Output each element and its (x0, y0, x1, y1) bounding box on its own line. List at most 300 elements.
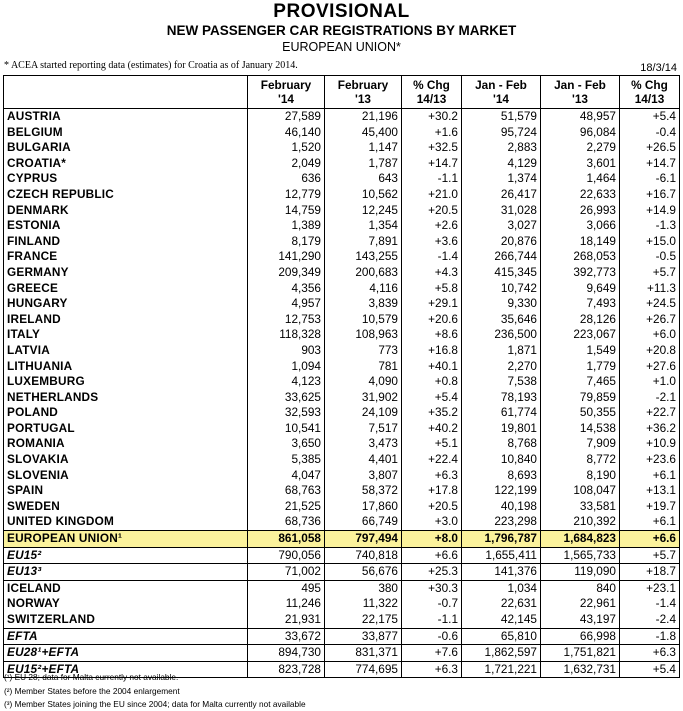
value-cell: -1.4 (402, 249, 462, 265)
country-cell: GERMANY (4, 265, 248, 281)
value-cell: +6.3 (402, 661, 462, 678)
table-header-row (4, 76, 680, 109)
footnote: (²) Member States before the 2004 enlargement (4, 686, 180, 696)
value-cell: +2.6 (402, 218, 462, 234)
value-cell: 108,047 (541, 483, 620, 499)
value-cell: 58,372 (325, 483, 402, 499)
value-cell: 209,349 (248, 265, 325, 281)
table-row (4, 203, 680, 219)
table-row (4, 390, 680, 406)
value-cell: +24.5 (620, 296, 680, 312)
value-cell: 21,196 (325, 109, 402, 125)
country-cell: SPAIN (4, 483, 248, 499)
value-cell: 5,385 (248, 452, 325, 468)
value-cell: 4,129 (462, 156, 541, 172)
value-cell: +8.6 (402, 327, 462, 343)
value-cell: 1,549 (541, 343, 620, 359)
value-cell: 4,401 (325, 452, 402, 468)
value-cell: 903 (248, 343, 325, 359)
table-row (4, 171, 680, 187)
country-cell: NORWAY (4, 596, 248, 612)
value-cell: +6.6 (402, 547, 462, 564)
value-cell: 790,056 (248, 547, 325, 564)
value-cell: +5.1 (402, 436, 462, 452)
value-cell: +29.1 (402, 296, 462, 312)
table-row (4, 547, 680, 564)
value-cell: 1,787 (325, 156, 402, 172)
value-cell: 141,290 (248, 249, 325, 265)
value-cell: 1,565,733 (541, 547, 620, 564)
value-cell: -1.3 (620, 218, 680, 234)
value-cell: 66,998 (541, 628, 620, 645)
country-cell: PORTUGAL (4, 421, 248, 437)
value-cell: 781 (325, 359, 402, 375)
value-cell: +5.7 (620, 265, 680, 281)
value-cell: 1,464 (541, 171, 620, 187)
country-cell: ESTONIA (4, 218, 248, 234)
value-cell: +3.0 (402, 514, 462, 530)
value-cell: 3,601 (541, 156, 620, 172)
value-cell: 3,473 (325, 436, 402, 452)
value-cell: 1,389 (248, 218, 325, 234)
table-row (4, 580, 680, 596)
value-cell: -2.1 (620, 390, 680, 406)
value-cell: 22,175 (325, 612, 402, 628)
value-cell: 27,589 (248, 109, 325, 125)
value-cell: +23.6 (620, 452, 680, 468)
value-cell: -0.7 (402, 596, 462, 612)
value-cell: 11,246 (248, 596, 325, 612)
value-cell: 20,876 (462, 234, 541, 250)
table-row (4, 421, 680, 437)
value-cell: +5.7 (620, 547, 680, 564)
value-cell: +11.3 (620, 281, 680, 297)
value-cell: +15.0 (620, 234, 680, 250)
value-cell: +6.3 (620, 645, 680, 662)
country-cell: BELGIUM (4, 125, 248, 141)
value-cell: 8,772 (541, 452, 620, 468)
table-row (4, 564, 680, 581)
table-row (4, 483, 680, 499)
value-cell: 22,633 (541, 187, 620, 203)
value-cell: 65,810 (462, 628, 541, 645)
value-cell: +5.4 (402, 390, 462, 406)
value-cell: +3.6 (402, 234, 462, 250)
value-cell: 861,058 (248, 531, 325, 548)
value-cell: 33,625 (248, 390, 325, 406)
value-cell: 22,961 (541, 596, 620, 612)
value-cell: 40,198 (462, 499, 541, 515)
value-cell: 9,649 (541, 281, 620, 297)
value-cell: +18.7 (620, 564, 680, 581)
table-row (4, 249, 680, 265)
value-cell: 1,796,787 (462, 531, 541, 548)
table-row (4, 628, 680, 645)
value-cell: +40.2 (402, 421, 462, 437)
table-row (4, 452, 680, 468)
value-cell: 495 (248, 580, 325, 596)
value-cell: 7,465 (541, 374, 620, 390)
value-cell: 50,355 (541, 405, 620, 421)
value-cell: 1,655,411 (462, 547, 541, 564)
value-cell: 643 (325, 171, 402, 187)
country-cell: EFTA (4, 628, 248, 645)
country-cell: IRELAND (4, 312, 248, 328)
value-cell: 12,779 (248, 187, 325, 203)
value-cell: -1.8 (620, 628, 680, 645)
col-header: Jan - Feb '14 (462, 76, 541, 109)
value-cell: +23.1 (620, 580, 680, 596)
value-cell: +8.0 (402, 531, 462, 548)
page-title: PROVISIONAL (273, 1, 410, 22)
value-cell: -1.4 (620, 596, 680, 612)
value-cell: -2.4 (620, 612, 680, 628)
country-cell: ICELAND (4, 580, 248, 596)
value-cell: 894,730 (248, 645, 325, 662)
value-cell: 26,993 (541, 203, 620, 219)
value-cell: 61,774 (462, 405, 541, 421)
value-cell: -0.4 (620, 125, 680, 141)
value-cell: +35.2 (402, 405, 462, 421)
country-cell: EU15²+EFTA (4, 661, 248, 678)
value-cell: 210,392 (541, 514, 620, 530)
country-cell: GREECE (4, 281, 248, 297)
country-cell: POLAND (4, 405, 248, 421)
value-cell: +10.9 (620, 436, 680, 452)
country-cell: HUNGARY (4, 296, 248, 312)
value-cell: +20.8 (620, 343, 680, 359)
table-row (4, 187, 680, 203)
value-cell: 1,632,731 (541, 661, 620, 678)
col-header: February '13 (325, 76, 402, 109)
value-cell: 10,840 (462, 452, 541, 468)
value-cell: 33,877 (325, 628, 402, 645)
value-cell: 1,779 (541, 359, 620, 375)
value-cell: 79,859 (541, 390, 620, 406)
report-date: 18/3/14 (640, 62, 677, 74)
country-cell: FRANCE (4, 249, 248, 265)
value-cell: 1,862,597 (462, 645, 541, 662)
value-cell: 3,807 (325, 468, 402, 484)
value-cell: 46,140 (248, 125, 325, 141)
country-cell: SWITZERLAND (4, 612, 248, 628)
table-row (4, 234, 680, 250)
value-cell: +19.7 (620, 499, 680, 515)
value-cell: +7.6 (402, 645, 462, 662)
value-cell: 95,724 (462, 125, 541, 141)
value-cell: +26.5 (620, 140, 680, 156)
value-cell: +30.2 (402, 109, 462, 125)
value-cell: 8,179 (248, 234, 325, 250)
col-header: Jan - Feb '13 (541, 76, 620, 109)
value-cell: 96,084 (541, 125, 620, 141)
table-row (4, 405, 680, 421)
registrations-table (3, 75, 680, 678)
value-cell: +21.0 (402, 187, 462, 203)
value-cell: +20.6 (402, 312, 462, 328)
table-row (4, 374, 680, 390)
value-cell: 223,067 (541, 327, 620, 343)
table-row (4, 436, 680, 452)
value-cell: 66,749 (325, 514, 402, 530)
value-cell: +20.5 (402, 499, 462, 515)
value-cell: 12,245 (325, 203, 402, 219)
value-cell: 3,027 (462, 218, 541, 234)
value-cell: 1,721,221 (462, 661, 541, 678)
value-cell: 4,090 (325, 374, 402, 390)
value-cell: +25.3 (402, 564, 462, 581)
value-cell: 143,255 (325, 249, 402, 265)
value-cell: 35,646 (462, 312, 541, 328)
value-cell: 1,751,821 (541, 645, 620, 662)
value-cell: 2,883 (462, 140, 541, 156)
value-cell: 45,400 (325, 125, 402, 141)
value-cell: +30.3 (402, 580, 462, 596)
value-cell: +14.9 (620, 203, 680, 219)
value-cell: 2,270 (462, 359, 541, 375)
value-cell: 1,520 (248, 140, 325, 156)
value-cell: 31,902 (325, 390, 402, 406)
value-cell: 4,356 (248, 281, 325, 297)
table-row (4, 265, 680, 281)
country-cell: EU28¹+EFTA (4, 645, 248, 662)
value-cell: +32.5 (402, 140, 462, 156)
value-cell: 26,417 (462, 187, 541, 203)
value-cell: +6.6 (620, 531, 680, 548)
value-cell: 636 (248, 171, 325, 187)
footnote: (³) Member States joining the EU since 2004; data for Malta currently not available (4, 699, 306, 709)
value-cell: 4,116 (325, 281, 402, 297)
country-cell: SLOVENIA (4, 468, 248, 484)
value-cell: 24,109 (325, 405, 402, 421)
value-cell: -1.1 (402, 612, 462, 628)
value-cell: 3,650 (248, 436, 325, 452)
value-cell: 118,328 (248, 327, 325, 343)
value-cell: 823,728 (248, 661, 325, 678)
value-cell: 392,773 (541, 265, 620, 281)
value-cell: 3,066 (541, 218, 620, 234)
country-cell: UNITED KINGDOM (4, 514, 248, 530)
country-cell: CROATIA* (4, 156, 248, 172)
country-header (4, 76, 248, 109)
value-cell: +5.4 (620, 661, 680, 678)
value-cell: -0.5 (620, 249, 680, 265)
value-cell: 108,963 (325, 327, 402, 343)
country-cell: ROMANIA (4, 436, 248, 452)
value-cell: +5.4 (620, 109, 680, 125)
value-cell: 7,538 (462, 374, 541, 390)
table-row (4, 596, 680, 612)
value-cell: 78,193 (462, 390, 541, 406)
table-row (4, 312, 680, 328)
value-cell: 21,525 (248, 499, 325, 515)
table-row (4, 125, 680, 141)
value-cell: +16.8 (402, 343, 462, 359)
value-cell: 48,957 (541, 109, 620, 125)
value-cell: 19,801 (462, 421, 541, 437)
value-cell: 1,147 (325, 140, 402, 156)
value-cell: 2,279 (541, 140, 620, 156)
col-header: February '14 (248, 76, 325, 109)
value-cell: 773 (325, 343, 402, 359)
value-cell: +6.0 (620, 327, 680, 343)
table-row (4, 327, 680, 343)
value-cell: 7,891 (325, 234, 402, 250)
value-cell: +27.6 (620, 359, 680, 375)
value-cell: +4.3 (402, 265, 462, 281)
country-cell: EU13³ (4, 564, 248, 581)
value-cell: 3,839 (325, 296, 402, 312)
croatia-note: * ACEA started reporting data (estimates) for Croatia as of January 2014. (4, 60, 298, 71)
value-cell: 11,322 (325, 596, 402, 612)
value-cell: 51,579 (462, 109, 541, 125)
value-cell: 31,028 (462, 203, 541, 219)
country-cell: LATVIA (4, 343, 248, 359)
value-cell: 43,197 (541, 612, 620, 628)
value-cell: +5.8 (402, 281, 462, 297)
table-row (4, 156, 680, 172)
value-cell: 42,145 (462, 612, 541, 628)
value-cell: 7,517 (325, 421, 402, 437)
value-cell: 797,494 (325, 531, 402, 548)
value-cell: 68,763 (248, 483, 325, 499)
value-cell: +16.7 (620, 187, 680, 203)
value-cell: 18,149 (541, 234, 620, 250)
country-cell: DENMARK (4, 203, 248, 219)
table-row (4, 296, 680, 312)
value-cell: +13.1 (620, 483, 680, 499)
value-cell: +22.7 (620, 405, 680, 421)
value-cell: 831,371 (325, 645, 402, 662)
col-header: % Chg 14/13 (620, 76, 680, 109)
value-cell: 33,581 (541, 499, 620, 515)
value-cell: 56,676 (325, 564, 402, 581)
country-cell: CZECH REPUBLIC (4, 187, 248, 203)
value-cell: +22.4 (402, 452, 462, 468)
value-cell: +20.5 (402, 203, 462, 219)
country-cell: EUROPEAN UNION¹ (4, 531, 248, 548)
value-cell: 1,871 (462, 343, 541, 359)
country-cell: SLOVAKIA (4, 452, 248, 468)
col-header: % Chg 14/13 (402, 76, 462, 109)
country-cell: EU15² (4, 547, 248, 564)
value-cell: +1.6 (402, 125, 462, 141)
value-cell: 1,034 (462, 580, 541, 596)
country-cell: BULGARIA (4, 140, 248, 156)
table-row (4, 514, 680, 530)
value-cell: 774,695 (325, 661, 402, 678)
value-cell: 8,768 (462, 436, 541, 452)
value-cell: +0.8 (402, 374, 462, 390)
table-row (4, 140, 680, 156)
country-cell: SWEDEN (4, 499, 248, 515)
value-cell: 1,094 (248, 359, 325, 375)
value-cell: 7,909 (541, 436, 620, 452)
value-cell: 1,374 (462, 171, 541, 187)
table-row (4, 359, 680, 375)
country-cell: NETHERLANDS (4, 390, 248, 406)
table-row (4, 531, 680, 548)
value-cell: 122,199 (462, 483, 541, 499)
value-cell: 415,345 (462, 265, 541, 281)
value-cell: 740,818 (325, 547, 402, 564)
value-cell: 14,759 (248, 203, 325, 219)
value-cell: -0.6 (402, 628, 462, 645)
value-cell: 68,736 (248, 514, 325, 530)
value-cell: 22,631 (462, 596, 541, 612)
value-cell: +14.7 (402, 156, 462, 172)
table-row (4, 612, 680, 628)
value-cell: +1.0 (620, 374, 680, 390)
value-cell: 1,354 (325, 218, 402, 234)
value-cell: 380 (325, 580, 402, 596)
country-cell: LUXEMBURG (4, 374, 248, 390)
value-cell: 1,684,823 (541, 531, 620, 548)
table-row (4, 218, 680, 234)
value-cell: 141,376 (462, 564, 541, 581)
value-cell: 10,579 (325, 312, 402, 328)
table-row (4, 645, 680, 662)
value-cell: 223,298 (462, 514, 541, 530)
value-cell: 119,090 (541, 564, 620, 581)
table-row (4, 109, 680, 125)
value-cell: +40.1 (402, 359, 462, 375)
country-cell: FINLAND (4, 234, 248, 250)
table-row (4, 468, 680, 484)
value-cell: 12,753 (248, 312, 325, 328)
country-cell: ITALY (4, 327, 248, 343)
country-cell: CYPRUS (4, 171, 248, 187)
value-cell: 4,047 (248, 468, 325, 484)
value-cell: -1.1 (402, 171, 462, 187)
value-cell: 236,500 (462, 327, 541, 343)
value-cell: 28,126 (541, 312, 620, 328)
footnote: (¹) EU 28; data for Malta currently not available. (4, 672, 179, 682)
country-cell: LITHUANIA (4, 359, 248, 375)
value-cell: +36.2 (620, 421, 680, 437)
country-cell: AUSTRIA (4, 109, 248, 125)
value-cell: +6.3 (402, 468, 462, 484)
value-cell: 17,860 (325, 499, 402, 515)
value-cell: +14.7 (620, 156, 680, 172)
value-cell: 268,053 (541, 249, 620, 265)
value-cell: 9,330 (462, 296, 541, 312)
value-cell: 2,049 (248, 156, 325, 172)
value-cell: 4,957 (248, 296, 325, 312)
value-cell: 10,562 (325, 187, 402, 203)
value-cell: -6.1 (620, 171, 680, 187)
value-cell: +26.7 (620, 312, 680, 328)
value-cell: 32,593 (248, 405, 325, 421)
value-cell: +6.1 (620, 468, 680, 484)
table-row (4, 343, 680, 359)
value-cell: +17.8 (402, 483, 462, 499)
value-cell: 21,931 (248, 612, 325, 628)
value-cell: 8,190 (541, 468, 620, 484)
value-cell: 4,123 (248, 374, 325, 390)
value-cell: 840 (541, 580, 620, 596)
value-cell: 14,538 (541, 421, 620, 437)
value-cell: 8,693 (462, 468, 541, 484)
value-cell: 10,742 (462, 281, 541, 297)
table-row (4, 499, 680, 515)
value-cell: 10,541 (248, 421, 325, 437)
region-label: EUROPEAN UNION* (282, 40, 401, 54)
value-cell: 71,002 (248, 564, 325, 581)
value-cell: 200,683 (325, 265, 402, 281)
value-cell: +6.1 (620, 514, 680, 530)
page-subtitle: NEW PASSENGER CAR REGISTRATIONS BY MARKET (166, 23, 517, 38)
